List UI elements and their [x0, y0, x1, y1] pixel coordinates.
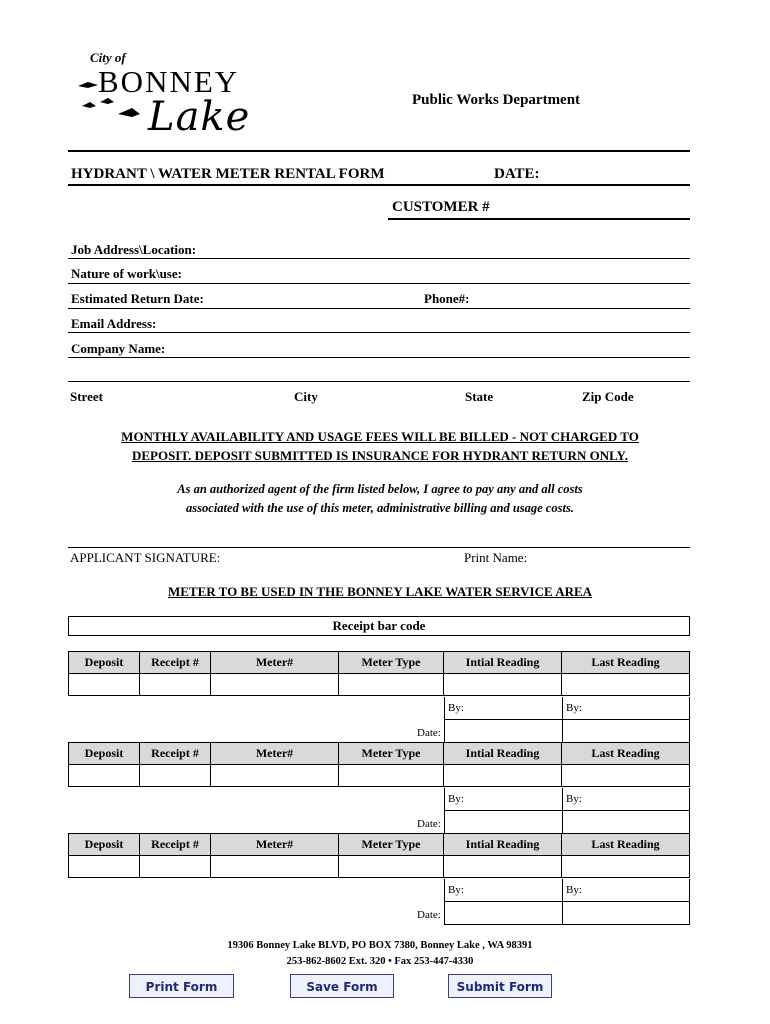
header-initial-reading: Intial Reading — [444, 834, 562, 856]
meter-table-1 — [68, 651, 690, 696]
logo-lake: Lake — [148, 94, 251, 140]
header-meter: Meter# — [211, 743, 339, 765]
state-label: State — [465, 389, 494, 404]
receipt-bar-code: Receipt bar code — [68, 616, 690, 636]
last-reading-input[interactable] — [562, 856, 690, 878]
meter-table-3 — [68, 833, 690, 878]
job-address-label: Job Address\Location: — [71, 242, 197, 257]
header-initial-reading: Intial Reading — [444, 743, 562, 765]
customer-label: CUSTOMER # — [392, 199, 490, 215]
date-label-2: Date: — [417, 818, 441, 830]
meter-input[interactable] — [211, 765, 339, 787]
initial-date-field[interactable] — [444, 902, 563, 925]
save-form-button[interactable]: Save Form — [290, 974, 394, 998]
return-date-label: Estimated Return Date: — [71, 291, 204, 306]
company-label: Company Name: — [71, 341, 166, 356]
form-title: HYDRANT \ WATER METER RENTAL FORM — [71, 166, 385, 182]
logo-city-of: City of — [90, 50, 126, 65]
header-deposit: Deposit — [69, 743, 140, 765]
meter-type-input[interactable] — [339, 765, 444, 787]
email-label: Email Address: — [71, 316, 157, 331]
logo-bonney: BONNEY — [98, 64, 240, 99]
last-reading-input[interactable] — [562, 765, 690, 787]
receipt-input[interactable] — [140, 674, 211, 696]
title-underline — [68, 184, 690, 186]
city-label: City — [294, 389, 318, 404]
job-address-field[interactable] — [68, 258, 690, 259]
street-address-field[interactable] — [68, 381, 690, 382]
header-deposit: Deposit — [69, 652, 140, 674]
print-form-button[interactable]: Print Form — [129, 974, 234, 998]
header-last-reading: Last Reading — [562, 743, 690, 765]
initial-date-field[interactable] — [444, 811, 563, 834]
last-date-field[interactable] — [562, 902, 690, 925]
nature-of-work-field[interactable] — [68, 283, 690, 284]
header-deposit: Deposit — [69, 834, 140, 856]
header-meter-type: Meter Type — [339, 743, 444, 765]
header-last-reading: Last Reading — [562, 834, 690, 856]
header-meter: Meter# — [211, 834, 339, 856]
applicant-signature-label: APPLICANT SIGNATURE: — [70, 550, 221, 565]
last-date-field[interactable] — [562, 720, 690, 743]
header-last-reading: Last Reading — [562, 652, 690, 674]
receipt-input[interactable] — [140, 856, 211, 878]
nature-of-work-label: Nature of work\use: — [71, 266, 182, 281]
footer-phone: 253-862-8602 Ext. 320 • Fax 253-447-4330 — [286, 956, 474, 967]
initial-by-field[interactable]: By: — [444, 697, 563, 720]
date-label-3: Date: — [417, 909, 441, 921]
footer-address: 19306 Bonney Lake BLVD, PO BOX 7380, Bonney Lake , WA 98391 — [227, 940, 533, 951]
header-receipt: Receipt # — [140, 652, 211, 674]
date-label: DATE: — [494, 166, 540, 182]
last-by-field[interactable]: By: — [562, 879, 690, 902]
agreement-line2: associated with the use of this meter, administrative billing and usage costs. — [186, 501, 574, 515]
deposit-input[interactable] — [69, 765, 140, 787]
zip-label: Zip Code — [582, 389, 634, 404]
return-date-phone-field[interactable] — [68, 308, 690, 309]
billing-notice-line1: MONTHLY AVAILABILITY AND USAGE FEES WILL BE BILLED - NOT CHARGED TO — [121, 429, 639, 444]
service-area-notice: METER TO BE USED IN THE BONNEY LAKE WATER SERVICE AREA — [167, 584, 593, 599]
meter-type-input[interactable] — [339, 674, 444, 696]
deposit-input[interactable] — [69, 674, 140, 696]
company-field[interactable] — [68, 357, 690, 358]
header-divider — [68, 150, 690, 152]
header-initial-reading: Intial Reading — [444, 652, 562, 674]
email-field[interactable] — [68, 332, 690, 333]
receipt-input[interactable] — [140, 765, 211, 787]
header-meter-type: Meter Type — [339, 652, 444, 674]
initial-reading-input[interactable] — [444, 674, 562, 696]
last-by-field[interactable]: By: — [562, 788, 690, 811]
meter-input[interactable] — [211, 856, 339, 878]
customer-underline — [388, 218, 690, 220]
last-date-field[interactable] — [562, 811, 690, 834]
initial-reading-input[interactable] — [444, 765, 562, 787]
footer-contact — [70, 938, 690, 970]
agreement-line1: As an authorized agent of the firm listed below, I agree to pay any and all costs — [177, 482, 583, 496]
deposit-input[interactable] — [69, 856, 140, 878]
meter-table-2 — [68, 742, 690, 787]
signature-field[interactable] — [68, 547, 690, 548]
meter-input[interactable] — [211, 674, 339, 696]
billing-notice — [70, 427, 690, 465]
initial-reading-input[interactable] — [444, 856, 562, 878]
last-reading-input[interactable] — [562, 674, 690, 696]
submit-form-button[interactable]: Submit Form — [448, 974, 552, 998]
billing-notice-line2: DEPOSIT. DEPOSIT SUBMITTED IS INSURANCE FOR HYDRANT RETURN ONLY. — [131, 448, 629, 463]
last-by-field[interactable]: By: — [562, 697, 690, 720]
header-meter-type: Meter Type — [339, 834, 444, 856]
meter-type-input[interactable] — [339, 856, 444, 878]
print-name-label: Print Name: — [464, 550, 528, 565]
initial-date-field[interactable] — [444, 720, 563, 743]
header-receipt: Receipt # — [140, 743, 211, 765]
header-meter: Meter# — [211, 652, 339, 674]
header-receipt: Receipt # — [140, 834, 211, 856]
department-title: Public Works Department — [412, 92, 581, 108]
phone-label: Phone#: — [424, 291, 470, 306]
street-label: Street — [70, 389, 103, 404]
initial-by-field[interactable]: By: — [444, 879, 563, 902]
agreement-text — [70, 480, 690, 518]
initial-by-field[interactable]: By: — [444, 788, 563, 811]
date-label-1: Date: — [417, 727, 441, 739]
